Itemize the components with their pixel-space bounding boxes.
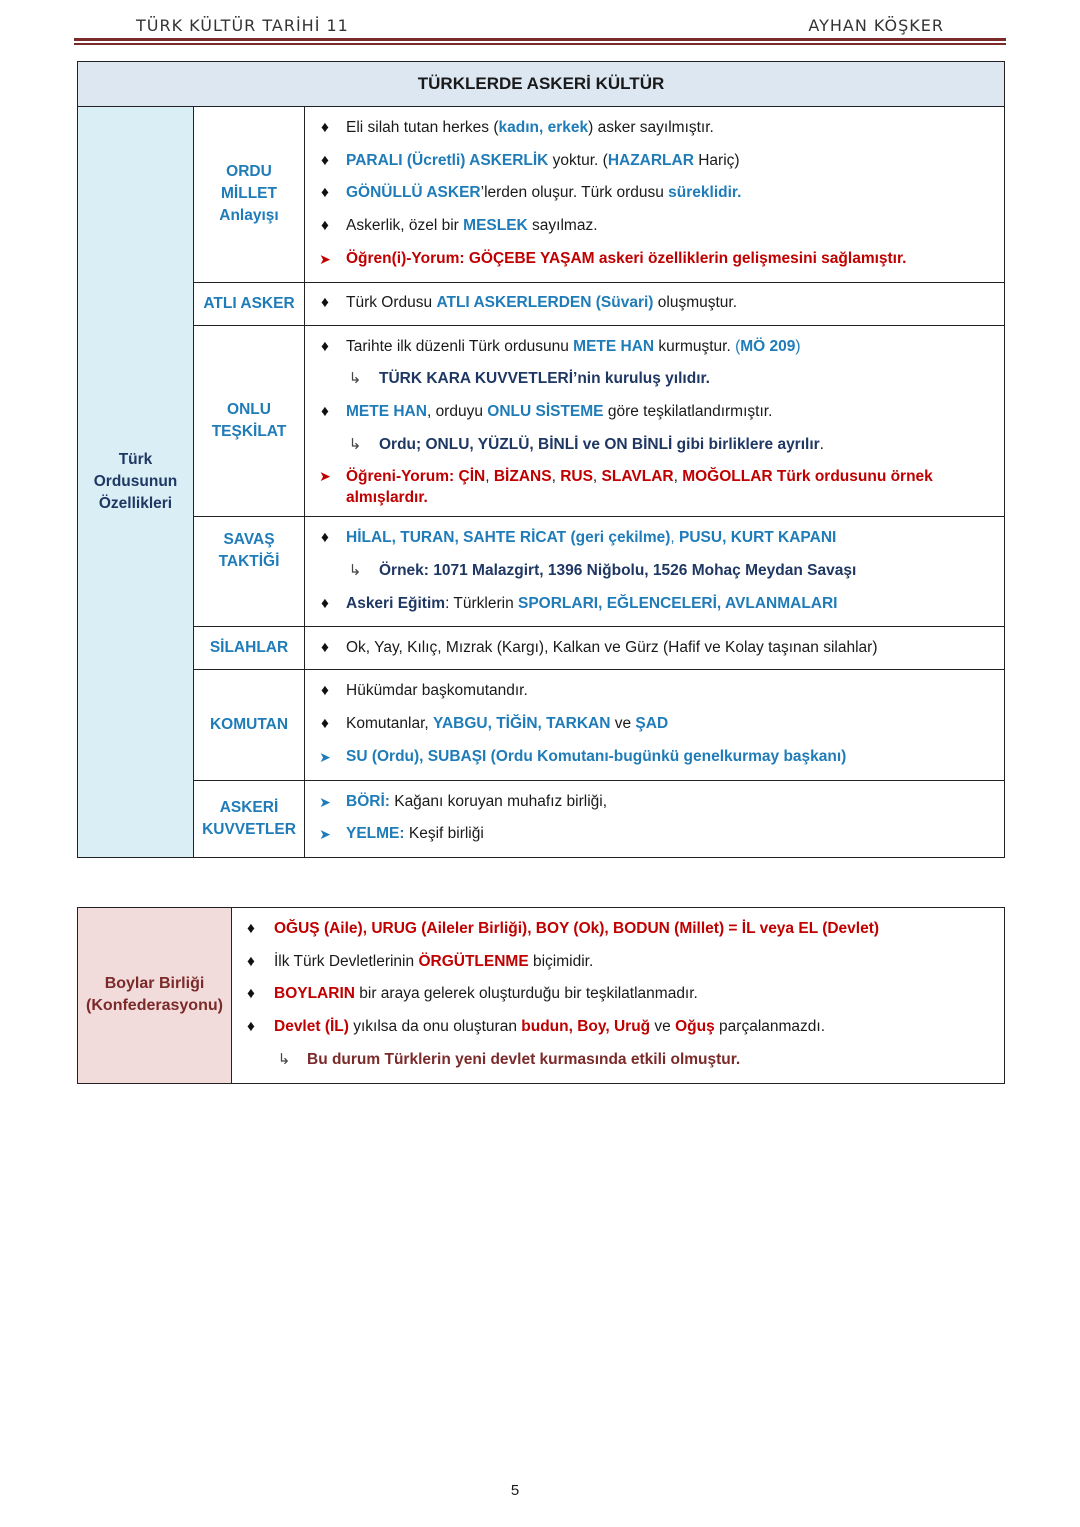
- header-course-title: TÜRK KÜLTÜR TARİHİ 11: [136, 16, 349, 35]
- arrowhead-icon: ➤: [319, 793, 331, 810]
- list-item: ➤ BÖRİ: Kağanı koruyan muhafız birliği,: [305, 786, 1004, 819]
- boylar-birligi-label: [78, 908, 232, 1084]
- row-content-atli-asker: [305, 282, 1005, 325]
- row-label-silahlar: SİLAHLAR: [194, 627, 305, 670]
- arrowhead-icon: ➤: [319, 826, 331, 843]
- black-diamond-icon: ♦: [321, 184, 329, 202]
- header-author: AYHAN KÖŞKER: [808, 16, 944, 35]
- row-label-savas-taktigi: [194, 517, 305, 627]
- header-rule-thick: [74, 38, 1006, 41]
- black-diamond-icon: ♦: [247, 920, 255, 937]
- main-label-line: Özellikleri: [98, 494, 173, 512]
- boylar-birligi-table: [77, 907, 1005, 1084]
- list-item: ➤ SU (Ordu), SUBAŞI (Ordu Komutanı-bugünkü genelkurmay başkanı): [305, 741, 1004, 774]
- row-label-ordu-millet: [194, 107, 305, 283]
- main-label-line: Ordusunun: [93, 472, 178, 490]
- list-item: ♦ Devlet (İL) yıkılsa da onu oluşturan budun, Boy, Uruğ ve Oğuş parçalanmazdı.: [232, 1011, 1004, 1044]
- row-label-komutan: KOMUTAN: [194, 670, 305, 780]
- boylar-birligi-content: [232, 908, 1005, 1084]
- row-label-atli-asker: ATLI ASKER: [194, 282, 305, 325]
- list-item: ↳ Bu durum Türklerin yeni devlet kurmasında etkili olmuştur.: [232, 1044, 1004, 1077]
- list-item: ♦ HİLAL, TURAN, SAHTE RİCAT (geri çekilme), PUSU, KURT KAPANI: [305, 522, 1004, 555]
- black-diamond-icon: ♦: [321, 682, 329, 700]
- list-item: ↳ Ordu; ONLU, YÜZLÜ, BİNLİ ve ON BİNLİ gibi birliklere ayrılır.: [305, 429, 1004, 462]
- black-diamond-icon: ♦: [321, 594, 329, 612]
- header-rule-thin: [74, 43, 1006, 45]
- list-item: ➤ Öğren(i)-Yorum: GÖÇEBE YAŞAM askeri özelliklerin gelişmesini sağlamıştır.: [305, 243, 1004, 276]
- table-title: TÜRKLERDE ASKERİ KÜLTÜR: [78, 62, 1005, 107]
- row-content-askeri-kuvvetler: [305, 780, 1005, 857]
- list-item: ➤ YELME: Keşif birliği: [305, 818, 1004, 851]
- label-line: (Konfederasyonu): [86, 997, 223, 1015]
- black-diamond-icon: ♦: [321, 529, 329, 547]
- row-content-silahlar: [305, 627, 1005, 670]
- list-item: ♦ OĞUŞ (Aile), URUG (Aileler Birliği), BOY (Ok), BODUN (Millet) = İL veya EL (Devlet): [232, 913, 1004, 946]
- black-diamond-icon: ♦: [247, 985, 255, 1003]
- list-item: ♦ PARALI (Ücretli) ASKERLİK yoktur. (HAZARLAR Hariç): [305, 145, 1004, 178]
- list-item: ♦ Eli silah tutan herkes (kadın, erkek) asker sayılmıştır.: [305, 112, 1004, 145]
- list-item: ♦ Türk Ordusu ATLI ASKERLERDEN (Süvari) oluşmuştur.: [305, 287, 1004, 320]
- row-content-ordu-millet: [305, 107, 1005, 283]
- arrowhead-icon: ➤: [319, 250, 331, 267]
- hook-arrow-icon: ↳: [277, 1050, 291, 1068]
- list-item: ♦ Askerlik, özel bir MESLEK sayılmaz.: [305, 210, 1004, 243]
- black-diamond-icon: ♦: [247, 1018, 255, 1036]
- list-item: ♦ Hükümdar başkomutandır.: [305, 675, 1004, 708]
- row-label-line: Anlayışı: [219, 207, 279, 225]
- black-diamond-icon: ♦: [321, 151, 329, 169]
- row-label-line: ONLU: [227, 400, 271, 418]
- row-label-line: MİLLET: [221, 185, 277, 203]
- black-diamond-icon: ♦: [321, 217, 329, 235]
- label-line: Boylar Birliği: [104, 975, 205, 993]
- black-diamond-icon: ♦: [321, 715, 329, 733]
- black-diamond-icon: ♦: [321, 639, 329, 657]
- black-diamond-icon: ♦: [321, 337, 329, 355]
- row-label-line: KUVVETLER: [202, 820, 296, 838]
- list-item: ↳ Örnek: 1071 Malazgirt, 1396 Niğbolu, 1526 Mohaç Meydan Savaşı: [305, 555, 1004, 588]
- row-label-line: ORDU: [226, 163, 272, 181]
- hook-arrow-icon: ↳: [348, 435, 362, 453]
- list-item: ♦ İlk Türk Devletlerinin ÖRGÜTLENME biçimidir.: [232, 946, 1004, 979]
- main-category-label: [78, 107, 194, 858]
- black-diamond-icon: ♦: [321, 119, 329, 136]
- list-item: ♦ Askeri Eğitim: Türklerin SPORLARI, EĞLENCELERİ, AVLANMALARI: [305, 588, 1004, 621]
- askeri-kultur-table: [77, 61, 1005, 858]
- list-item: ♦ METE HAN, orduyu ONLU SİSTEME göre teşkilatlandırmıştır.: [305, 396, 1004, 429]
- list-item: ♦ GÖNÜLLÜ ASKER’lerden oluşur. Türk ordusu süreklidir.: [305, 177, 1004, 210]
- arrowhead-icon: ➤: [319, 468, 331, 485]
- black-diamond-icon: ♦: [321, 294, 329, 312]
- black-diamond-icon: ♦: [321, 402, 329, 420]
- list-item: ➤ Öğreni-Yorum: ÇİN, BİZANS, RUS, SLAVLAR, MOĞOLLAR Türk ordusunu örnek almışlardır.: [305, 461, 1004, 510]
- black-diamond-icon: ♦: [247, 952, 255, 970]
- main-label-line: Türk: [118, 450, 153, 468]
- list-item: ↳ TÜRK KARA KUVVETLERİ’nin kuruluş yılıdır.: [305, 363, 1004, 396]
- hook-arrow-icon: ↳: [348, 370, 362, 388]
- list-item: ♦ Ok, Yay, Kılıç, Mızrak (Kargı), Kalkan ve Gürz (Hafif ve Kolay taşınan silahlar): [305, 632, 1004, 665]
- row-label-line: SAVAŞ: [223, 531, 275, 549]
- row-label-line: ASKERİ: [219, 798, 279, 816]
- list-item: ♦ Tarihte ilk düzenli Türk ordusunu METE HAN kurmuştur. (MÖ 209): [305, 331, 1004, 364]
- row-content-savas-taktigi: [305, 517, 1005, 627]
- row-content-komutan: [305, 670, 1005, 780]
- arrowhead-icon: ➤: [319, 748, 331, 765]
- row-label-askeri-kuvvetler: [194, 780, 305, 857]
- row-label-onlu-teskilat: [194, 325, 305, 517]
- hook-arrow-icon: ↳: [348, 562, 362, 580]
- row-label-line: TEŞKİLAT: [211, 422, 287, 440]
- list-item: ♦ BOYLARIN bir araya gelerek oluşturduğu bir teşkilatlanmadır.: [232, 978, 1004, 1011]
- row-label-line: TAKTİĞİ: [218, 553, 280, 571]
- list-item: ♦ Komutanlar, YABGU, TİĞİN, TARKAN ve ŞAD: [305, 708, 1004, 741]
- page-number: 5: [510, 1482, 520, 1499]
- row-content-onlu-teskilat: [305, 325, 1005, 517]
